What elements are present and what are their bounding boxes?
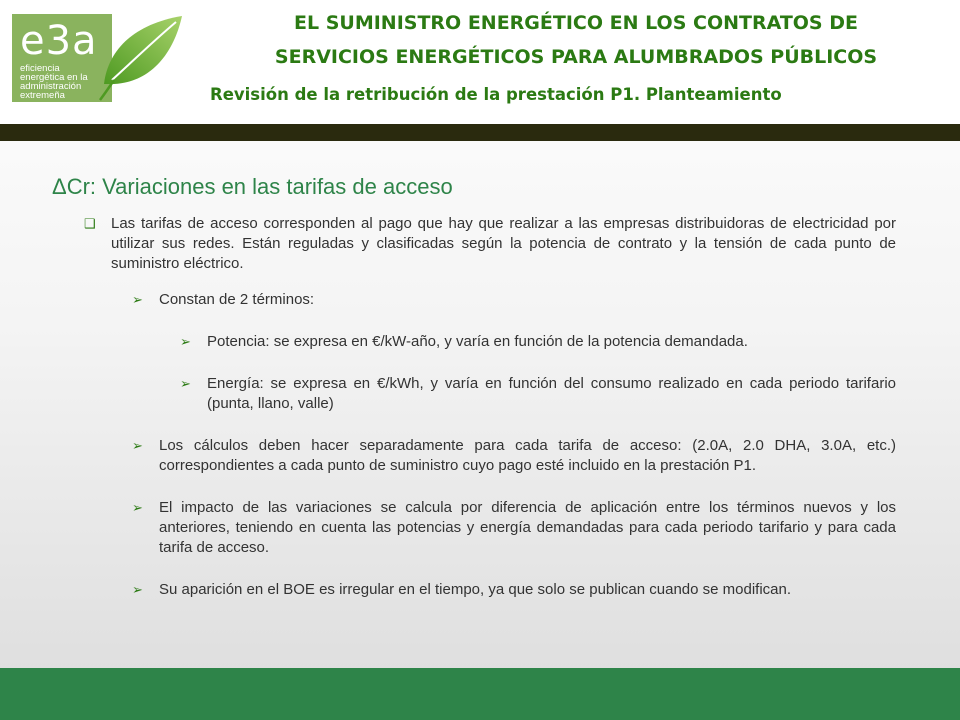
- arrowhead-bullet-icon: ➢: [132, 438, 143, 453]
- e3a-logo: [12, 14, 184, 102]
- logo-mark: e3a: [20, 18, 98, 64]
- list-item-text: Las tarifas de acceso corresponden al pago que hay que realizar a las empresas distribuidoras de electricidad por utilizar sus redes. Están reguladas y clasificadas según la potencia de contrato y la tensión de cada punto de suministro eléctrico.: [111, 215, 896, 272]
- list-item: [180, 332, 896, 352]
- logo-tagline-line: administración: [20, 81, 82, 92]
- logo-tagline-line: extremeña: [20, 90, 65, 101]
- title-line: SERVICIOS ENERGÉTICOS PARA ALUMBRADOS PÚBLICOS: [274, 46, 878, 68]
- list-item-text: Constan de 2 términos:: [159, 291, 315, 308]
- slide-content: [84, 214, 896, 622]
- page-subtitle: Revisión de la retribución de la prestación P1. Planteamiento: [210, 85, 782, 104]
- arrowhead-bullet-icon: ➢: [180, 334, 191, 349]
- leaf-icon: [98, 14, 184, 102]
- arrowhead-bullet-icon: ➢: [132, 500, 143, 515]
- arrowhead-bullet-icon: ➢: [132, 292, 143, 307]
- arrowhead-bullet-icon: ➢: [132, 582, 143, 597]
- list-item-text: Su aparición en el BOE es irregular en el tiempo, ya que solo se publican cuando se modifican.: [159, 581, 792, 598]
- logo-tagline-line: eficiencia: [20, 63, 60, 74]
- list-item: [132, 290, 896, 310]
- list-item-text: Energía: se expresa en €/kWh, y varía en función del consumo realizado en cada periodo tarifario (punta, llano, valle): [207, 375, 896, 412]
- list-item-text: Los cálculos deben hacer separadamente para cada tarifa de acceso: (2.0A, 2.0 DHA, 3.0A, etc.) correspondientes a cada punto de suministro cuyo pago esté incluido en la prestación P1.: [159, 437, 896, 474]
- page-title: [196, 6, 956, 74]
- logo-tagline-line: energética en la: [20, 72, 88, 83]
- list-item: [132, 498, 896, 558]
- slide-heading: ΔCr: Variaciones en las tarifas de acceso: [52, 174, 453, 199]
- arrowhead-bullet-icon: ➢: [180, 376, 191, 391]
- title-line: EL SUMINISTRO ENERGÉTICO EN LOS CONTRATOS DE: [294, 12, 858, 34]
- list-item: [84, 214, 896, 274]
- slide-header: [0, 0, 960, 124]
- list-item: [132, 436, 896, 476]
- list-item-text: El impacto de las variaciones se calcula por diferencia de aplicación entre los términos nuevos y los anteriores, teniendo en cuenta las potencias y energía demandadas para cada periodo tarifario y para cada tarifa de acceso.: [159, 499, 896, 556]
- list-item: [132, 580, 896, 600]
- header-divider-bar: [0, 124, 960, 141]
- checkbox-bullet-icon: ❑: [84, 216, 96, 231]
- list-item: [180, 374, 896, 414]
- list-item-text: Potencia: se expresa en €/kW-año, y varía en función de la potencia demandada.: [207, 333, 748, 350]
- footer-bar: [0, 668, 960, 720]
